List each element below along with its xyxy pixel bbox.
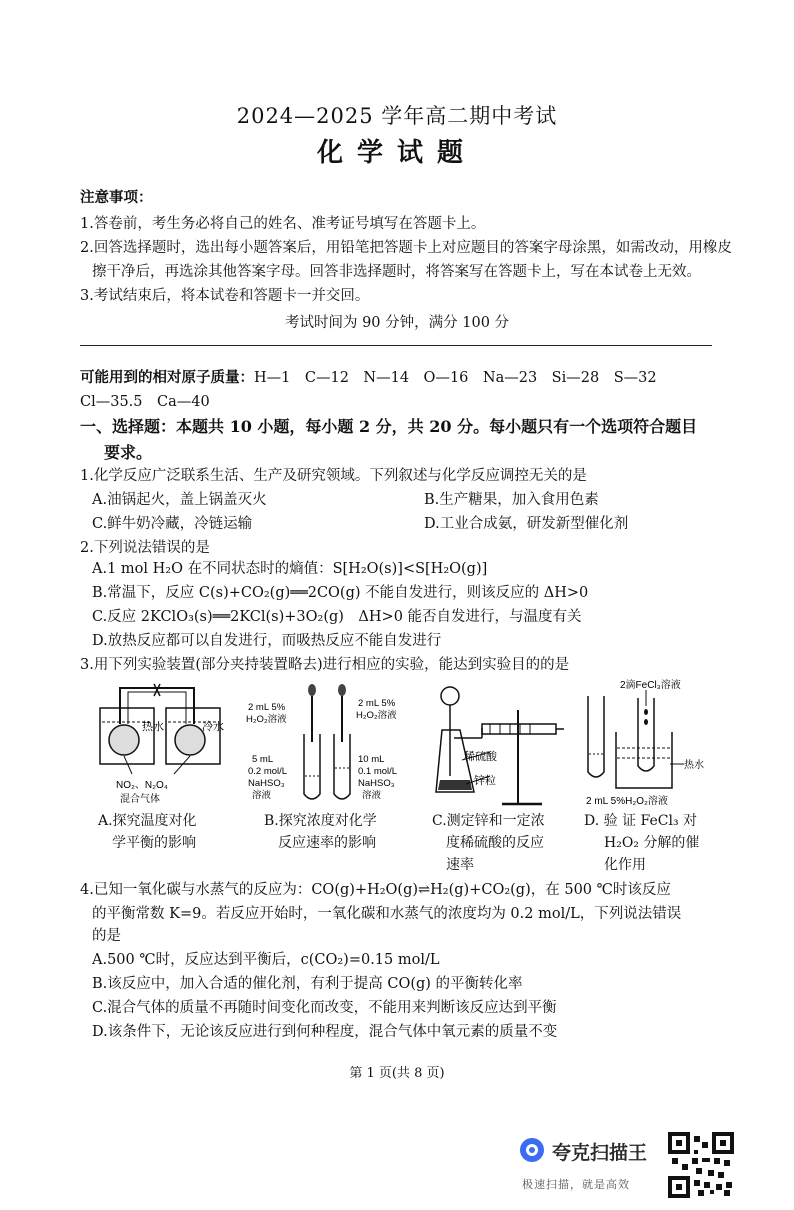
fig-b-right-bot1: 10 mL <box>358 754 385 765</box>
q2-option-c: C.反应 2KClO₃(s)══2KCl(s)+3O₂(g) ΔH>0 能否自发进行，与温度有关 <box>92 609 582 625</box>
figure-b-apparatus <box>244 676 414 810</box>
figure-d-apparatus <box>586 676 712 810</box>
exam-title: 2024—2025 学年高二期中考试 <box>236 104 558 128</box>
q4-option-b: B.该反应中，加入合适的催化剂，有利于提高 CO(g) 的平衡转化率 <box>92 976 523 992</box>
fig-b-left-bot2: 0.2 mol/L <box>248 766 288 777</box>
fig-b-right-bot4: 溶液 <box>362 790 382 801</box>
fig-a-cold: 冷水 <box>202 721 224 733</box>
scanner-brand: 夸克扫描王 <box>552 1142 648 1164</box>
figure-a-caption: A.探究温度对化 学平衡的影响 <box>98 813 197 851</box>
fig-b-left-bot1: 5 mL <box>252 754 274 765</box>
q2-option-d: D.放热反应都可以自发进行，而吸热反应不能自发进行 <box>92 633 442 649</box>
q2-stem: 2.下列说法错误的是 <box>80 540 210 556</box>
notice-item-1: 1.答卷前，考生务必将自己的姓名、准考证号填写在答题卡上。 <box>80 216 486 232</box>
fig-a-hot: 热水 <box>142 721 164 733</box>
qr-code-icon <box>668 1132 734 1198</box>
fig-d-drops: 2滴FeCl₃溶液 <box>620 680 681 691</box>
q2-option-a: A.1 mol H₂O 在不同状态时的熵值：S[H₂O(s)]<S[H₂O(g)] <box>92 561 488 577</box>
notice-heading: 注意事项： <box>80 189 153 206</box>
q4-option-d: D.该条件下，无论该反应进行到何种程度，混合气体中氧元素的质量不变 <box>92 1024 558 1040</box>
q1-option-a: A.油锅起火，盖上锅盖灭火 <box>92 492 267 508</box>
fig-b-left-top1: 2 mL 5% <box>248 702 286 713</box>
q1-option-c: C.鲜牛奶冷藏，冷链运输 <box>92 516 253 532</box>
fig-b-left-top2: H₂O₂溶液 <box>246 714 287 725</box>
exam-time: 考试时间为 90 分钟，满分 100 分 <box>284 315 510 331</box>
subject-title: 化学试题 <box>316 138 477 168</box>
page-number: 第 1 页(共 8 页) <box>349 1066 445 1081</box>
fig-c-zinc: 锌粒 <box>474 775 496 787</box>
fig-b-right-bot2: 0.1 mol/L <box>358 766 398 777</box>
scanner-logo-icon <box>520 1138 544 1162</box>
q4-stem-line2: 的平衡常数 K=9。若反应开始时，一氧化碳和水蒸气的浓度均为 0.2 mol/L，下列说法错误 <box>92 906 682 922</box>
figure-a-apparatus <box>96 678 232 808</box>
atomic-masses-line1: 可能用到的相对原子质量：H—1 C—12 N—14 O—16 Na—23 Si—28 S—32 <box>80 369 657 386</box>
fig-b-right-top1: 2 mL 5% <box>358 698 396 709</box>
q1-option-d: D.工业合成氨，研发新型催化剂 <box>424 516 629 532</box>
fig-d-water: 热水 <box>684 760 704 771</box>
q4-option-c: C.混合气体的质量不再随时间变化而改变，不能用来判断该反应达到平衡 <box>92 1000 557 1016</box>
section1-heading: 一、选择题：本题共 10 小题，每小题 2 分，共 20 分。每小题只有一个选项符合题目 <box>80 417 698 436</box>
q4-stem-line1: 4.已知一氧化碳与水蒸气的反应为：CO(g)+H₂O(g)⇌H₂(g)+CO₂(g)，在 500 ℃时该反应 <box>80 882 671 898</box>
q1-stem: 1.化学反应广泛联系生活、生产及研究领域。下列叙述与化学反应调控无关的是 <box>80 468 587 484</box>
q4-stem-line3: 的是 <box>92 928 121 944</box>
q3-stem: 3.用下列实验装置(部分夹持装置略去)进行相应的实验，能达到实验目的的是 <box>80 657 570 673</box>
scanner-slogan: 极速扫描，就是高效 <box>522 1178 630 1191</box>
fig-d-peroxide: 2 mL 5%H₂O₂溶液 <box>586 796 668 807</box>
notice-item-3: 3.考试结束后，将本试卷和答题卡一并交回。 <box>80 288 370 304</box>
atomic-masses-line2: Cl—35.5 Ca—40 <box>80 394 210 410</box>
fig-a-gas1: NO₂、N₂O₄ <box>116 780 168 791</box>
notice-item-2-cont: 擦干净后，再选涂其他答案字母。回答非选择题时，将答案写在答题卡上，写在本试卷上无效。 <box>92 264 701 280</box>
fig-b-left-bot4: 溶液 <box>252 790 272 801</box>
figure-c-apparatus <box>430 680 570 810</box>
section1-heading-cont: 要求。 <box>104 443 153 462</box>
fig-a-gas2: 混合气体 <box>120 794 160 805</box>
notice-item-2: 2.回答选择题时，选出每小题答案后，用铅笔把答题卡上对应题目的答案字母涂黑，如需改动，用橡皮 <box>80 240 732 256</box>
divider <box>80 345 712 346</box>
q2-option-b: B.常温下，反应 C(s)+CO₂(g)══2CO(g) 不能自发进行，则该反应的 ΔH>0 <box>92 585 589 601</box>
fig-b-right-top2: H₂O₂溶液 <box>356 710 397 721</box>
fig-b-left-bot3: NaHSO₃ <box>248 778 285 789</box>
fig-c-acid: 稀硫酸 <box>464 751 497 763</box>
fig-b-right-bot3: NaHSO₃ <box>358 778 395 789</box>
q4-option-a: A.500 ℃时，反应达到平衡后，c(CO₂)=0.15 mol/L <box>92 952 440 968</box>
q1-option-b: B.生产糖果，加入食用色素 <box>424 492 599 508</box>
figure-c-caption: C.测定锌和一定浓 度稀硫酸的反应 速率 <box>432 813 545 873</box>
figure-d-caption: D. 验 证 FeCl₃ 对 H₂O₂ 分解的催 化作用 <box>584 813 700 873</box>
figure-b-caption: B.探究浓度对化学 反应速率的影响 <box>264 813 377 851</box>
